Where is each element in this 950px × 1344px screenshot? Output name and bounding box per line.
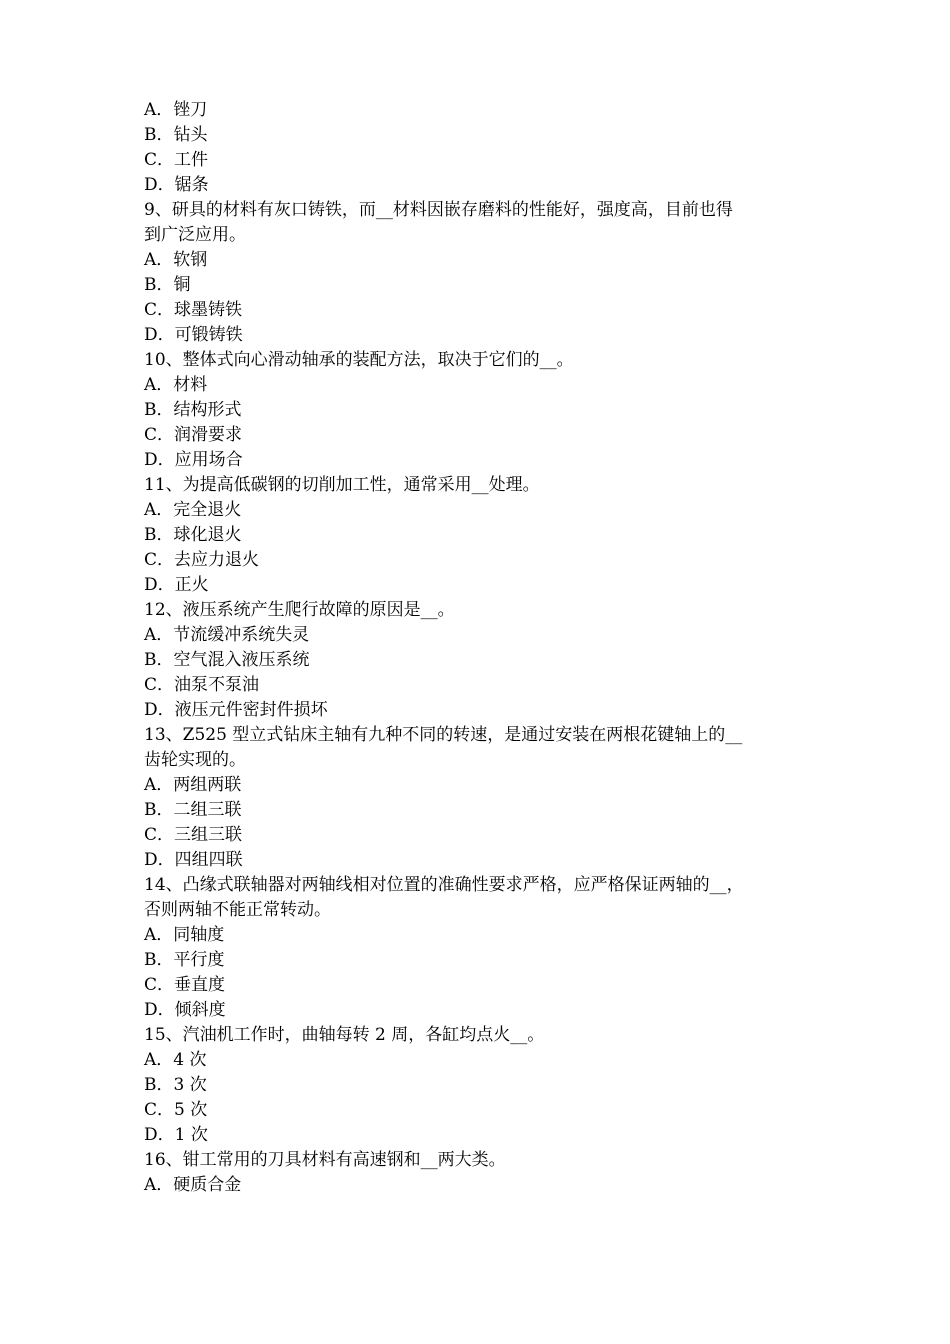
answer-option: B．空气混入液压系统 [144, 650, 310, 670]
answer-option: C．5 次 [144, 1100, 208, 1120]
question-stem-line: 到广泛应用。 [144, 225, 246, 245]
answer-option: C．三组三联 [144, 825, 243, 845]
question-stem-line: 15、汽油机工作时，曲轴每转 2 周，各缸均点火__。 [144, 1025, 545, 1045]
question-stem-line: 12、液压系统产生爬行故障的原因是__。 [144, 600, 455, 620]
answer-option: B．平行度 [144, 950, 225, 970]
question-stem-line: 否则两轴不能正常转动。 [144, 900, 331, 920]
answer-option: C．工件 [144, 150, 209, 170]
question-q13 [144, 723, 812, 873]
question-q16 [144, 1148, 812, 1198]
answer-option: B．结构形式 [144, 400, 242, 420]
answer-option: D．四组四联 [144, 850, 243, 870]
answer-option: A．4 次 [144, 1050, 207, 1070]
question-stem-line: 11、为提高低碳钢的切削加工性，通常采用__处理。 [144, 475, 540, 495]
question-q14 [144, 873, 812, 1023]
question-q15 [144, 1023, 812, 1148]
answer-option: A．锉刀 [144, 100, 208, 120]
answer-option: B．二组三联 [144, 800, 242, 820]
answer-option: A．两组两联 [144, 775, 242, 795]
answer-option: D．正火 [144, 575, 209, 595]
question-stem-line: 9、研具的材料有灰口铸铁，而__材料因嵌存磨料的性能好，强度高，目前也得 [144, 200, 733, 220]
question-q12 [144, 598, 812, 723]
answer-option: A．硬质合金 [144, 1175, 242, 1195]
answer-option: D．锯条 [144, 175, 209, 195]
answer-option: D．应用场合 [144, 450, 243, 470]
answer-option: D．液压元件密封件损坏 [144, 700, 328, 720]
answer-option: C．油泵不泵油 [144, 675, 260, 695]
answer-option: B．球化退火 [144, 525, 242, 545]
answer-option: A．材料 [144, 375, 208, 395]
question-stem-line: 10、整体式向心滑动轴承的装配方法，取决于它们的__。 [144, 350, 574, 370]
question-stem-line: 16、钳工常用的刀具材料有高速钢和__两大类。 [144, 1150, 506, 1170]
answer-option: B．铜 [144, 275, 191, 295]
answer-option: C．润滑要求 [144, 425, 243, 445]
question-q11 [144, 473, 812, 598]
answer-option: B．钻头 [144, 125, 208, 145]
answer-option: A．同轴度 [144, 925, 225, 945]
question-q10 [144, 348, 812, 473]
answer-option: D．倾斜度 [144, 1000, 226, 1020]
question-stem-line: 14、凸缘式联轴器对两轴线相对位置的准确性要求严格，应严格保证两轴的__， [144, 875, 744, 895]
answer-option: A．完全退火 [144, 500, 242, 520]
answer-option: C．球墨铸铁 [144, 300, 243, 320]
question-q8-tail [144, 98, 812, 198]
answer-option: D．可锻铸铁 [144, 325, 243, 345]
answer-option: C．垂直度 [144, 975, 226, 995]
question-stem-line: 13、Z525 型立式钻床主轴有九种不同的转速，是通过安装在两根花键轴上的__ [144, 725, 743, 745]
answer-option: C．去应力退火 [144, 550, 260, 570]
answer-option: D．1 次 [144, 1125, 208, 1145]
answer-option: B．3 次 [144, 1075, 207, 1095]
question-q9 [144, 198, 812, 348]
question-list [144, 98, 812, 1198]
answer-option: A．节流缓冲系统失灵 [144, 625, 310, 645]
question-stem-line: 齿轮实现的。 [144, 750, 246, 770]
answer-option: A．软钢 [144, 250, 208, 270]
